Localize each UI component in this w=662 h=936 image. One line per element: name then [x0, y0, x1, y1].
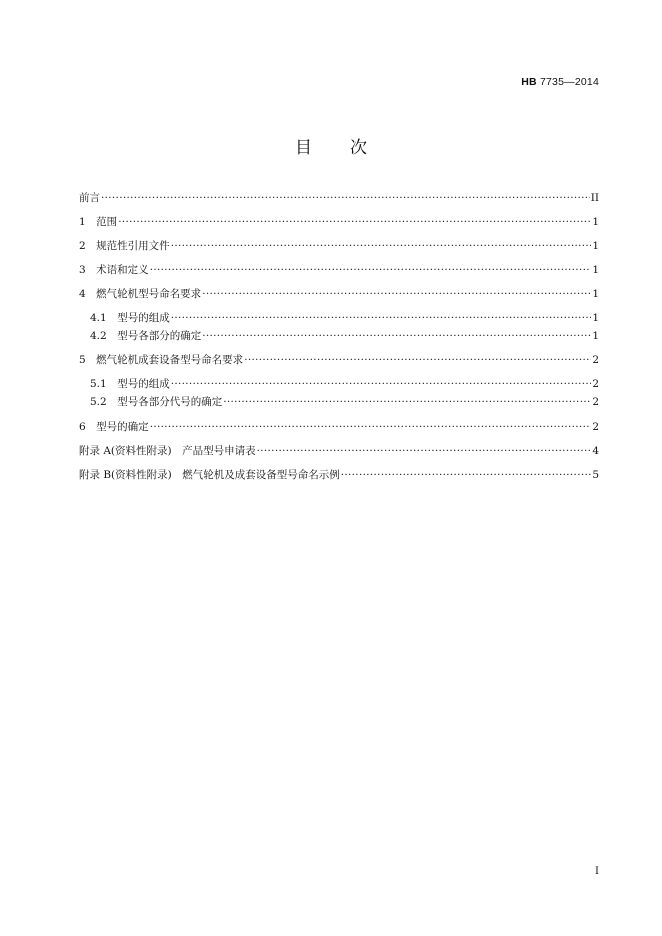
toc-entry-page: 2 — [592, 396, 599, 408]
toc-entry-3[interactable] — [79, 262, 599, 277]
toc-entry-page: 2 — [592, 354, 599, 366]
toc-leader — [171, 240, 592, 252]
toc-entry-page: 1 — [592, 216, 599, 228]
toc-entry-page: 2 — [592, 421, 599, 433]
toc-leader — [202, 330, 591, 342]
toc-entry-annex-b[interactable] — [79, 467, 599, 482]
toc-entry-6[interactable] — [79, 419, 599, 434]
toc-entry-2[interactable] — [79, 238, 599, 253]
toc-entry-label: 5.1 型号的组成 — [90, 378, 170, 390]
toc-entry-5-2[interactable] — [90, 394, 599, 409]
toc-entry-page: 4 — [592, 445, 599, 457]
toc-entry-page: 1 — [592, 264, 599, 276]
toc-entry-label: 2 规范性引用文件 — [79, 240, 170, 252]
toc-leader — [171, 312, 592, 324]
document-code-prefix: HB — [521, 76, 537, 88]
page-title — [0, 133, 662, 158]
toc-leader — [244, 354, 591, 366]
toc-entry-page: 2 — [592, 378, 599, 390]
toc-entry-page: II — [590, 192, 599, 204]
toc-entry-annex-a[interactable] — [79, 443, 599, 458]
toc-entry-page: 1 — [592, 288, 599, 300]
toc-leader — [257, 445, 592, 457]
toc-entry-label: 1 范围 — [79, 216, 118, 228]
toc-entry-page: 1 — [592, 312, 599, 324]
toc-entry-label: 前言 — [79, 192, 100, 204]
toc-entry-label: 附录 B(资料性附录) 燃气轮机及成套设备型号命名示例 — [79, 469, 340, 481]
toc-entry-label: 5 燃气轮机成套设备型号命名要求 — [79, 354, 244, 366]
toc-entry-label: 附录 A(资料性附录) 产品型号申请表 — [79, 445, 256, 457]
document-code — [521, 76, 599, 88]
toc-entry-5-1[interactable] — [90, 376, 599, 391]
toc-leader — [341, 469, 592, 481]
toc-entry-5[interactable] — [79, 352, 599, 367]
toc-entry-1[interactable] — [79, 214, 599, 229]
toc-entry-page: 5 — [592, 469, 599, 481]
toc-entry-label: 4 燃气轮机型号命名要求 — [79, 288, 202, 300]
toc-entry-label: 4.2 型号各部分的确定 — [90, 330, 202, 342]
toc-entry-page: 1 — [592, 330, 599, 342]
document-code-number: 7735—2014 — [539, 76, 599, 88]
page-number: I — [595, 866, 599, 877]
title-char-1: 目 — [295, 138, 312, 158]
toc-entry-label: 6 型号的确定 — [79, 421, 149, 433]
toc-entry-label: 3 术语和定义 — [79, 264, 149, 276]
toc-entry-4-1[interactable] — [90, 310, 599, 325]
toc-entry-page: 1 — [592, 240, 599, 252]
toc-entry-label: 5.2 型号各部分代号的确定 — [90, 396, 223, 408]
toc-leader — [202, 288, 591, 300]
toc-entry-foreword[interactable] — [79, 190, 599, 205]
toc-leader — [150, 421, 592, 433]
title-char-2: 次 — [350, 138, 367, 158]
toc-leader — [118, 216, 591, 228]
toc-leader — [101, 192, 590, 204]
toc-leader — [171, 378, 592, 390]
toc-leader — [223, 396, 591, 408]
toc-leader — [150, 264, 592, 276]
toc-entry-label: 4.1 型号的组成 — [90, 312, 170, 324]
toc-entry-4-2[interactable] — [90, 328, 599, 343]
toc-entry-4[interactable] — [79, 286, 599, 301]
